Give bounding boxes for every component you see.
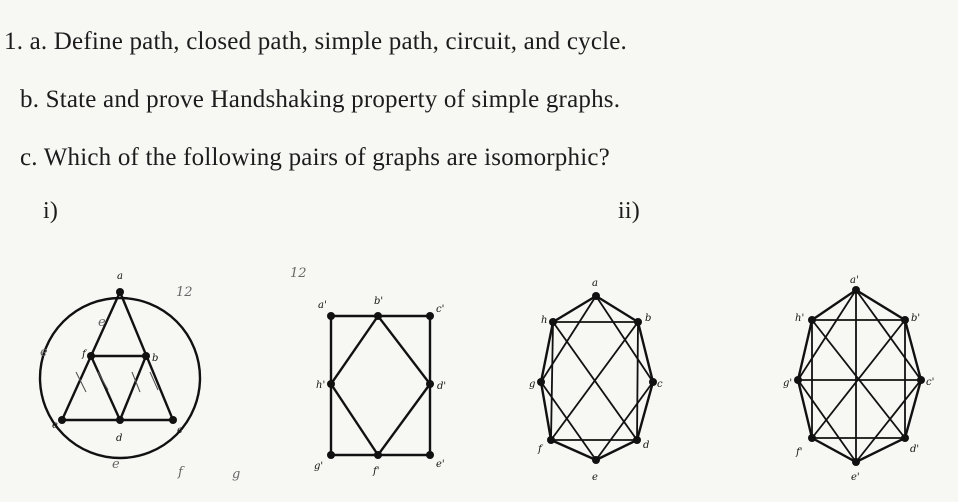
graph-ii-right	[783, 275, 934, 483]
label-a-prime: a'	[850, 275, 859, 286]
label-e-prime: e'	[436, 459, 445, 470]
label-g-prime: g'	[314, 461, 324, 472]
label-c-prime: c'	[436, 304, 445, 315]
note-tally-marks	[76, 372, 158, 392]
vertex-d-prime	[426, 380, 434, 388]
vertex-d	[633, 436, 641, 444]
question-1b: b. State and prove Handshaking property of simple graphs.	[20, 86, 621, 113]
label-f: f	[82, 349, 86, 360]
label-a: a	[117, 271, 123, 282]
vertex-g	[537, 378, 545, 386]
vertex-b	[634, 318, 642, 326]
label-h-prime: h'	[795, 313, 805, 324]
label-c: c	[177, 425, 183, 436]
note-g: g	[232, 467, 241, 482]
vertex-f	[547, 436, 555, 444]
vertex-b-prime	[901, 316, 909, 324]
graph-i-right	[314, 296, 446, 477]
vertex-e	[58, 416, 66, 424]
note-12-a: 12	[290, 266, 307, 281]
vertex-e	[592, 456, 600, 464]
vertex-b	[142, 352, 150, 360]
vertex-d-prime	[901, 434, 909, 442]
edge-d-f	[378, 384, 430, 455]
label-e: e	[52, 420, 58, 431]
vertex-d	[116, 416, 124, 424]
vertex-a-prime	[327, 312, 335, 320]
label-d: d	[116, 433, 123, 444]
handwritten-notes	[40, 266, 307, 482]
label-c: c	[657, 379, 663, 390]
label-d-prime: d'	[910, 444, 920, 455]
label-a: a	[592, 278, 598, 289]
vertex-e-prime	[852, 458, 860, 466]
vertex-e-prime	[426, 451, 434, 459]
graph-ii-left	[529, 278, 663, 483]
subpart-i-label: i)	[43, 198, 59, 224]
vertex-h-prime	[808, 316, 816, 324]
vertex-f-prime	[374, 451, 382, 459]
label-h: h	[541, 315, 548, 326]
label-d: d	[643, 440, 650, 451]
label-g: g	[529, 379, 536, 390]
label-b: b	[645, 313, 652, 324]
note-f: f	[178, 465, 183, 480]
question-1c: c. Which of the following pairs of graphs are isomorphic?	[20, 144, 610, 171]
label-b-prime: b'	[374, 296, 384, 307]
label-a-prime: a'	[318, 300, 327, 311]
vertex-c	[169, 416, 177, 424]
note-e-b: e	[98, 315, 106, 330]
vertex-a-prime	[852, 286, 860, 294]
vertex-g-prime	[327, 451, 335, 459]
label-b-prime: b'	[911, 313, 921, 324]
question-1a: 1. a. Define path, closed path, simple path, circuit, and cycle.	[4, 28, 628, 55]
vertex-c	[649, 378, 657, 386]
note-12-b: 12	[176, 285, 193, 300]
vertex-a	[592, 292, 600, 300]
edge-f-d	[91, 356, 120, 420]
vertex-f	[87, 352, 95, 360]
label-g-prime: g'	[783, 378, 793, 389]
vertex-h	[549, 318, 557, 326]
edge-h-f	[331, 384, 378, 455]
label-e-prime: e'	[851, 472, 860, 483]
vertex-c-prime	[917, 376, 925, 384]
vertex-h-prime	[327, 380, 335, 388]
edge-b-d	[120, 356, 146, 420]
label-d-prime: d'	[437, 381, 447, 392]
vertex-b-prime	[374, 312, 382, 320]
label-b: b	[152, 353, 159, 364]
vertex-g-prime	[794, 376, 802, 384]
subpart-ii-label: ii)	[618, 198, 640, 224]
label-f: f	[538, 444, 542, 455]
label-h-prime: h'	[316, 380, 326, 391]
note-e-a: e	[40, 345, 48, 360]
label-e: e	[592, 472, 598, 483]
edge-b-h	[331, 316, 378, 384]
note-e-c: e	[112, 457, 120, 472]
edge-b-d	[378, 316, 430, 384]
vertex-c-prime	[426, 312, 434, 320]
label-f-prime: f'	[796, 447, 803, 458]
label-c-prime: c'	[926, 377, 935, 388]
vertex-a	[116, 288, 124, 296]
vertex-f-prime	[808, 434, 816, 442]
label-f-prime: f'	[373, 466, 380, 477]
